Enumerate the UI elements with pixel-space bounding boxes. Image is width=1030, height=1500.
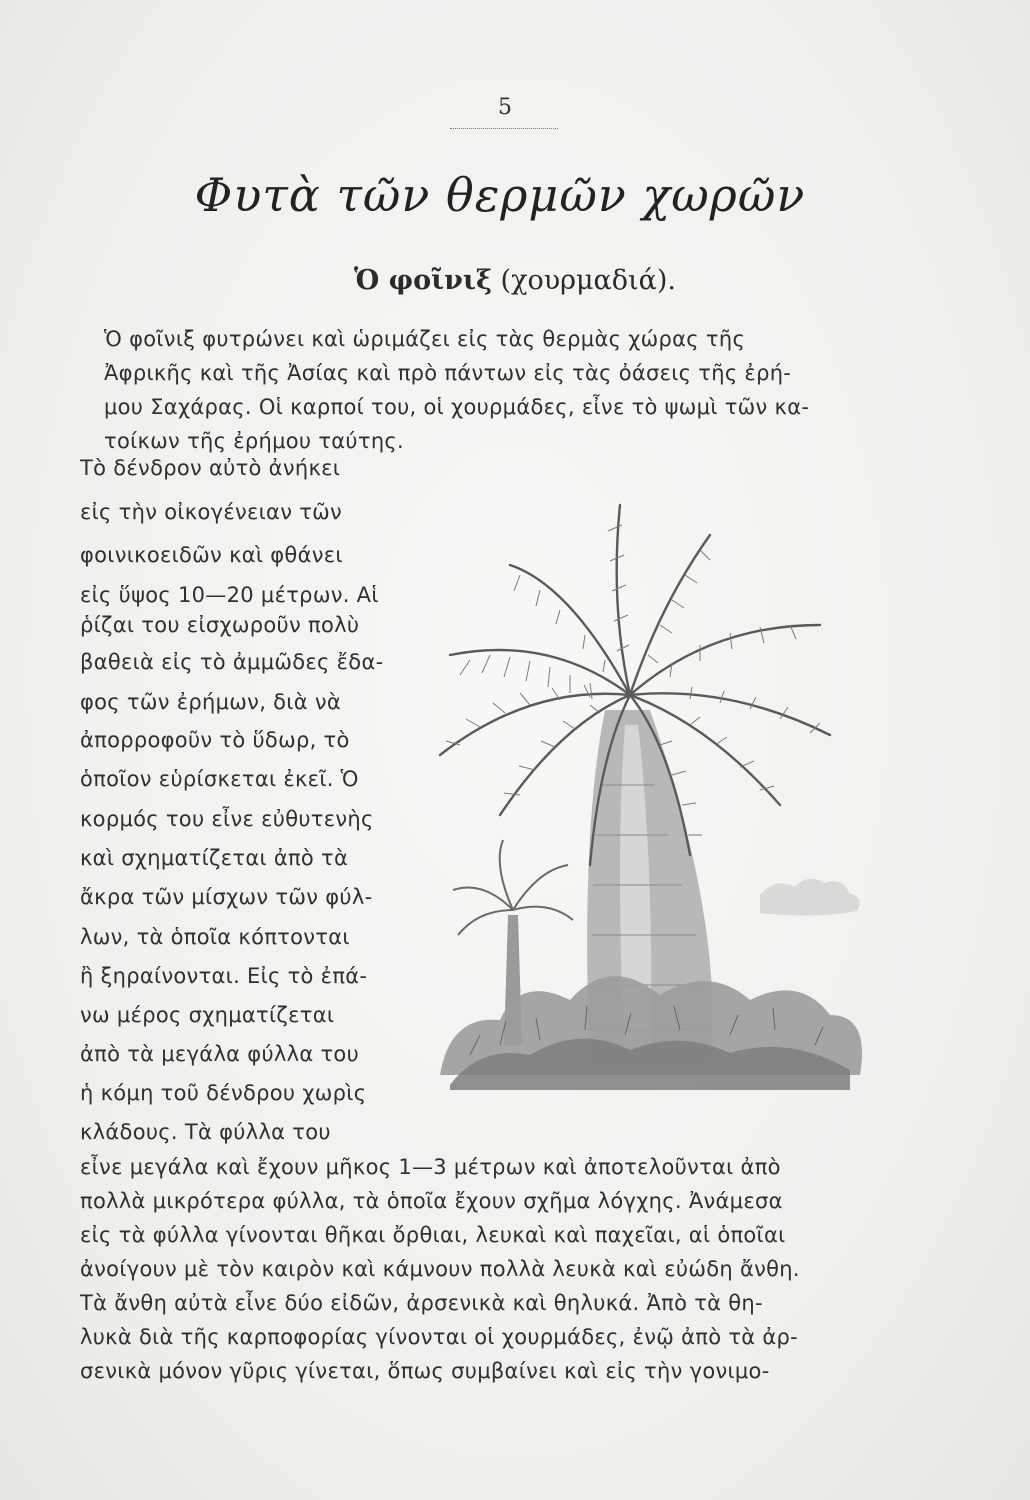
text-line: ἀπὸ τὰ μεγάλα φύλλα του (80, 1042, 360, 1066)
subtitle-rest: (χουρμαδιά). (491, 265, 676, 296)
text-line: εἰς τὴν οἰκογένειαν τῶν (80, 500, 343, 524)
text-line: εἶνε μεγάλα καὶ ἔχουν μῆκος 1—3 μέτρων καὶ ἀποτελοῦνται ἀπὸ (80, 1155, 781, 1179)
page-number-rule (450, 128, 558, 129)
text-line: Ἀφρικῆς καὶ τῆς Ἀσίας καὶ πρὸ πάντων εἰς τὰς ὀάσεις τῆς ἐρή- (104, 361, 792, 385)
text-line: ῥίζαι του εἰσχωροῦν πολὺ (80, 613, 360, 637)
text-line: καὶ σχηματίζεται ἀπὸ τὰ (80, 846, 349, 870)
text-line: βαθειὰ εἰς τὸ ἀμμῶδες ἔδα- (80, 650, 384, 674)
text-line: μου Σαχάρας. Οἱ καρποί του, οἱ χουρμάδες, εἶνε τὸ ψωμὶ τῶν κα- (104, 395, 810, 419)
text-line: Τὰ ἄνθη αὐτὰ εἶνε δύο εἰδῶν, ἀρσενικὰ καὶ θηλυκά. Ἀπὸ τὰ θη- (80, 1291, 763, 1315)
text-line: εἰς τὰ φύλλα γίνονται θῆκαι ὄρθιαι, λευκαὶ καὶ παχεῖαι, αἱ ὁποῖαι (80, 1223, 786, 1247)
chapter-title: Φυτὰ τῶν θερμῶν χωρῶν (194, 168, 806, 222)
text-line: πολλὰ μικρότερα φύλλα, τὰ ὁποῖα ἔχουν σχῆμα λόγχης. Ἀνάμεσα (80, 1189, 783, 1213)
text-line: σενικὰ μόνον γῦρις γίνεται, ὅπως συμβαίνει καὶ εἰς τὴν γονιμο- (80, 1359, 770, 1383)
text-line: φος τῶν ἐρήμων, διὰ νὰ (80, 690, 341, 714)
section-subtitle (300, 265, 730, 296)
text-line: Ὁ φοῖνιξ φυτρώνει καὶ ὡριμάζει εἰς τὰς θερμὰς χώρας τῆς (104, 327, 746, 351)
text-line: κορμός του εἶνε εὐθυτενὴς (80, 807, 374, 831)
intro-paragraph (80, 322, 900, 458)
text-line: τοίκων τῆς ἐρήμου ταύτης. (104, 429, 405, 453)
text-line: φοινικοειδῶν καὶ φθάνει (80, 543, 343, 567)
text-line: ἢ ξηραίνονται. Εἰς τὸ ἐπά- (80, 964, 368, 988)
text-line: ὁποῖον εὑρίσκεται ἐκεῖ. Ὁ (80, 767, 359, 791)
text-line: κλάδους. Τὰ φύλλα του (80, 1120, 331, 1144)
text-line: ἀνοίγουν μὲ τὸν καιρὸν καὶ κάμνουν πολλὰ λευκὰ καὶ εὐώδη ἄνθη. (80, 1257, 800, 1281)
page-number: 5 (498, 95, 512, 120)
text-line: ἡ κόμη τοῦ δένδρου χωρὶς (80, 1081, 367, 1105)
subtitle-bold: Ὁ φοῖνιξ (354, 265, 492, 296)
text-line: νω μέρος σχηματίζεται (80, 1003, 335, 1027)
text-line: Τὸ δένδρον αὐτὸ ἀνήκει (80, 456, 341, 480)
text-line: εἰς ὕψος 10—20 μέτρων. Αἱ (80, 583, 379, 607)
closing-paragraph (80, 1150, 900, 1388)
text-line: ἀπορροφοῦν τὸ ὕδωρ, τὸ (80, 728, 350, 752)
text-line: λων, τὰ ὁποῖα κόπτονται (80, 925, 350, 949)
palm-tree-illustration (410, 455, 890, 1095)
text-line: λυκὰ διὰ τῆς καρποφορίας γίνονται οἱ χουρμάδες, ἐνῷ ἀπὸ τὰ ἀρ- (80, 1325, 799, 1349)
text-line: ἄκρα τῶν μίσχων τῶν φύλ- (80, 885, 373, 909)
